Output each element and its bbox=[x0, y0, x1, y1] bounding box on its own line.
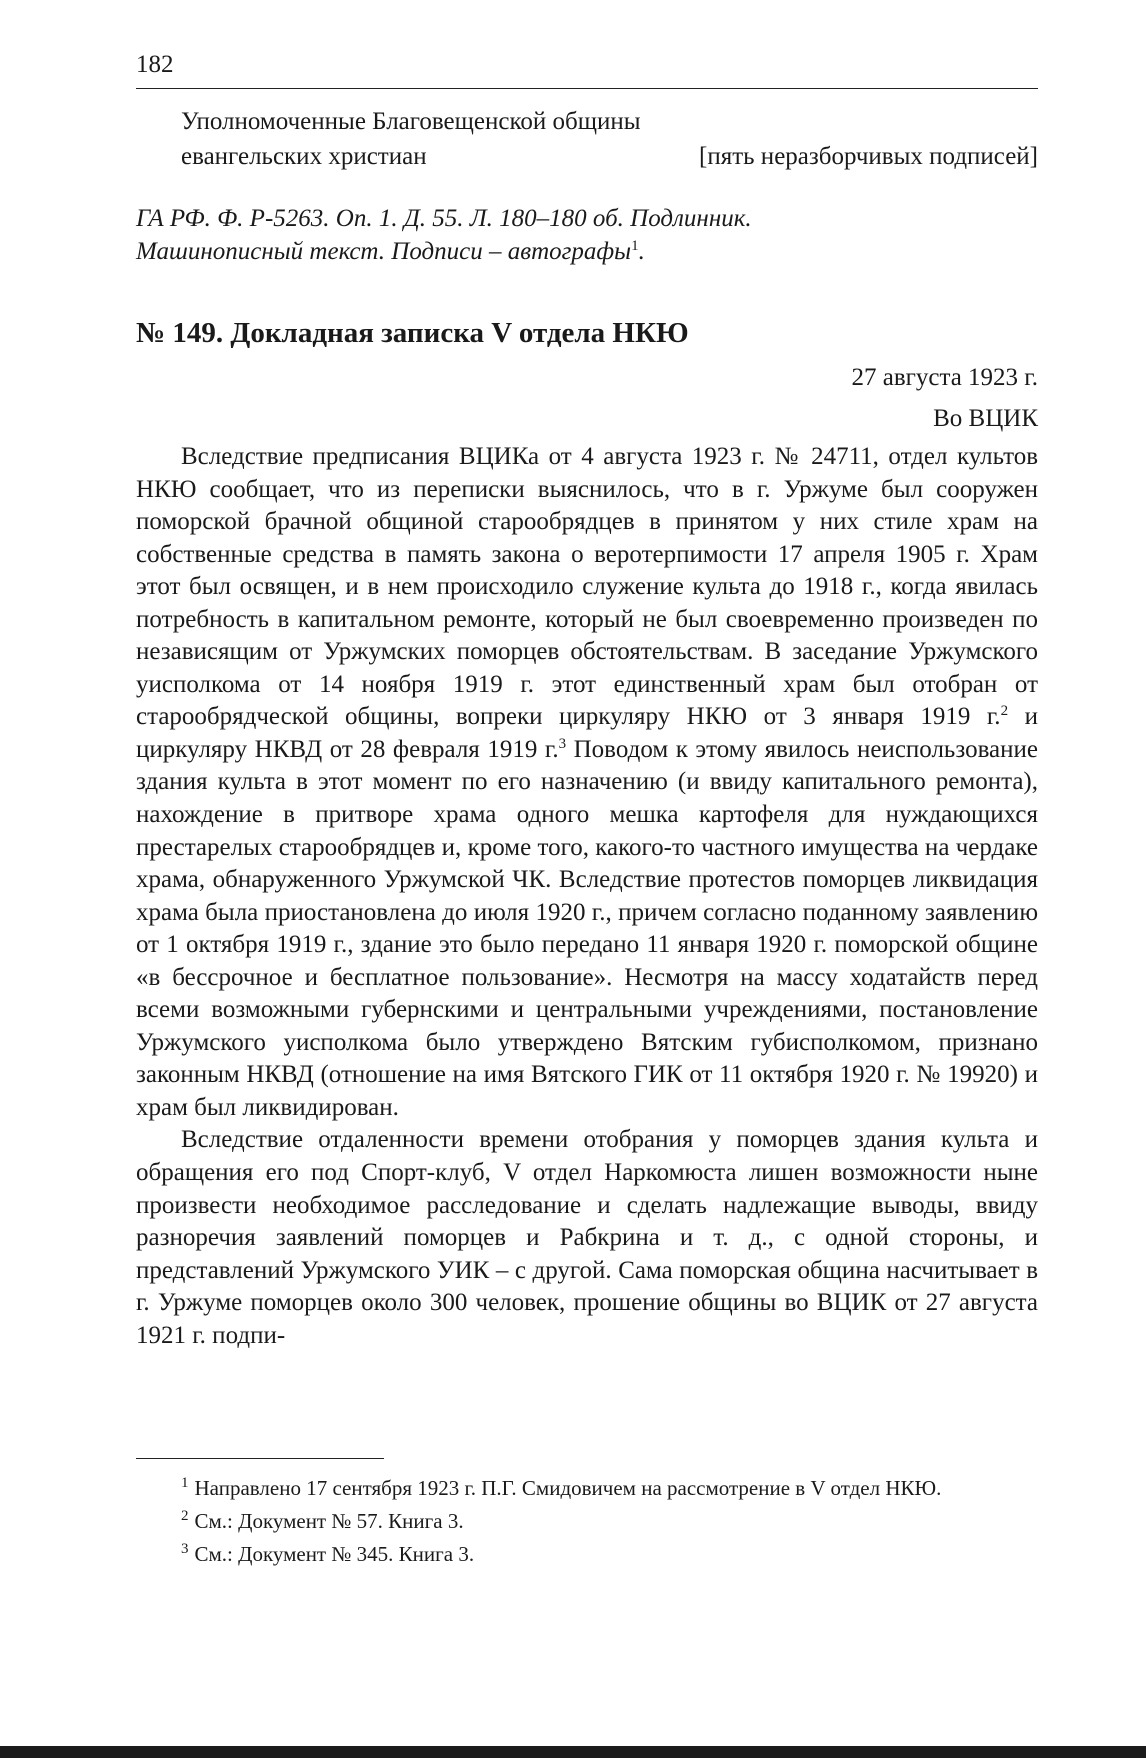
scan-edge bbox=[0, 1746, 1146, 1758]
footnote-marker: 3 bbox=[181, 1541, 189, 1557]
footnotes bbox=[136, 1472, 1038, 1571]
document-title: № 149. Докладная записка V отдела НКЮ bbox=[136, 317, 689, 349]
signature-line-2 bbox=[181, 139, 1038, 174]
footnote-ref-2: 2 bbox=[1000, 703, 1009, 720]
archive-reference-line-1: ГА РФ. Ф. Р-5263. Оп. 1. Д. 55. Л. 180–180 об. Подлинник. bbox=[136, 205, 752, 232]
footnote-text: См.: Документ № 57. Книга 3. bbox=[194, 1509, 464, 1533]
footnote-rule bbox=[136, 1458, 384, 1459]
archive-reference-line-2 bbox=[136, 235, 1038, 268]
body-paragraph-2: Вследствие отдаленности времени отобрания у поморцев здания культа и обращения его под Спорт-клуб, V отдел Наркомюста лишен возможности ныне произвести необходимое расследование и сделать надлежащие выводы, ввиду разноречия заявлений поморцев и Рабкрина и т. д., с одной стороны, и представлений Уржумского УИК – с другой. Сама поморская община насчитывает в г. Уржуме поморцев около 300 человек, прошение общины во ВЦИК от 27 августа 1921 г. подпи- bbox=[136, 1126, 1038, 1349]
archive-reference bbox=[136, 202, 1038, 268]
signature-line-1: Уполномоченные Благовещенской общины bbox=[181, 108, 641, 135]
document-date: 27 августа 1923 г. bbox=[851, 364, 1038, 391]
footnote-marker: 2 bbox=[181, 1508, 189, 1524]
archive-reference-text: Машинописный текст. Подписи – автографы bbox=[136, 238, 632, 265]
document-addressee: Во ВЦИК bbox=[933, 405, 1038, 432]
paragraph-1-part-3: Поводом к этому явилось неиспользование здания культа в этот момент по его назначению (и ввиду капитального ремонта), нахождение в притворе храма одного мешка картофеля для нуждающихся престарелых старообрядцев и, кроме того, какого-то частного имущества на чердаке храма, обнаруженного Уржумской ЧК. Вследствие протестов поморцев ликвидация храма была приостановлена до июля 1920 г., причем согласно поданному заявлению от 1 октября 1919 г., здание это было передано 11 января 1920 г. поморской общине «в бессрочное и бесплатное пользование». Несмотря на массу ходатайств перед всеми возможными губернскими и центральными учреждениями, постановление Уржумского уисполкома было утверждено Вятским губисполкомом, признано законным НКВД (отношение на имя Вятского ГИК от 11 октября 1920 г. № 19920) и храм был ликвидирован. bbox=[136, 735, 1038, 1121]
footnote-ref-1: 1 bbox=[631, 238, 639, 254]
footnote-marker: 1 bbox=[181, 1475, 189, 1491]
signature-organization: евангельских христиан bbox=[181, 143, 427, 170]
page-number: 182 bbox=[136, 51, 174, 78]
body-paragraph-1 bbox=[136, 441, 1038, 1124]
footnote-2 bbox=[136, 1505, 1038, 1538]
paragraph-1-part-1: Вследствие предписания ВЦИКа от 4 августа 1923 г. № 24711, отдел культов НКЮ сообщает, что из переписки выяснилось, что в г. Уржуме был сооружен поморской брачной общиной старообрядцев в принятом у них стиле храм на собственные средства в память закона о веротерпимости 17 апреля 1905 г. Храм этот был освящен, и в нем происходило служение культа до 1918 г., когда явилась потребность в капитальном ремонте, который не был своевременно произведен по независящим от Уржумских поморцев обстоятельствам. В заседание Уржумского уисполкома от 14 ноября 1919 г. этот единственный храм был отобран от старообрядческой общины, вопреки циркуляру НКЮ от 3 января 1919 г. bbox=[136, 443, 1038, 731]
signature-block bbox=[181, 104, 1038, 174]
footnote-3 bbox=[136, 1538, 1038, 1571]
footnote-text: Направлено 17 сентября 1923 г. П.Г. Смидовичем на рассмотрение в V отдел НКЮ. bbox=[194, 1476, 942, 1500]
document-body bbox=[136, 441, 1038, 1352]
paragraph-1-part-2: и циркуляру НКВД от 28 февраля 1919 г. bbox=[136, 703, 1038, 763]
header-rule bbox=[136, 88, 1038, 89]
archive-reference-period: . bbox=[638, 238, 645, 265]
footnote-text: См.: Документ № 345. Книга 3. bbox=[194, 1542, 475, 1566]
footnote-ref-3: 3 bbox=[558, 735, 567, 752]
footnote-1 bbox=[136, 1472, 1038, 1505]
signature-note: [пять неразборчивых подписей] bbox=[699, 143, 1038, 170]
